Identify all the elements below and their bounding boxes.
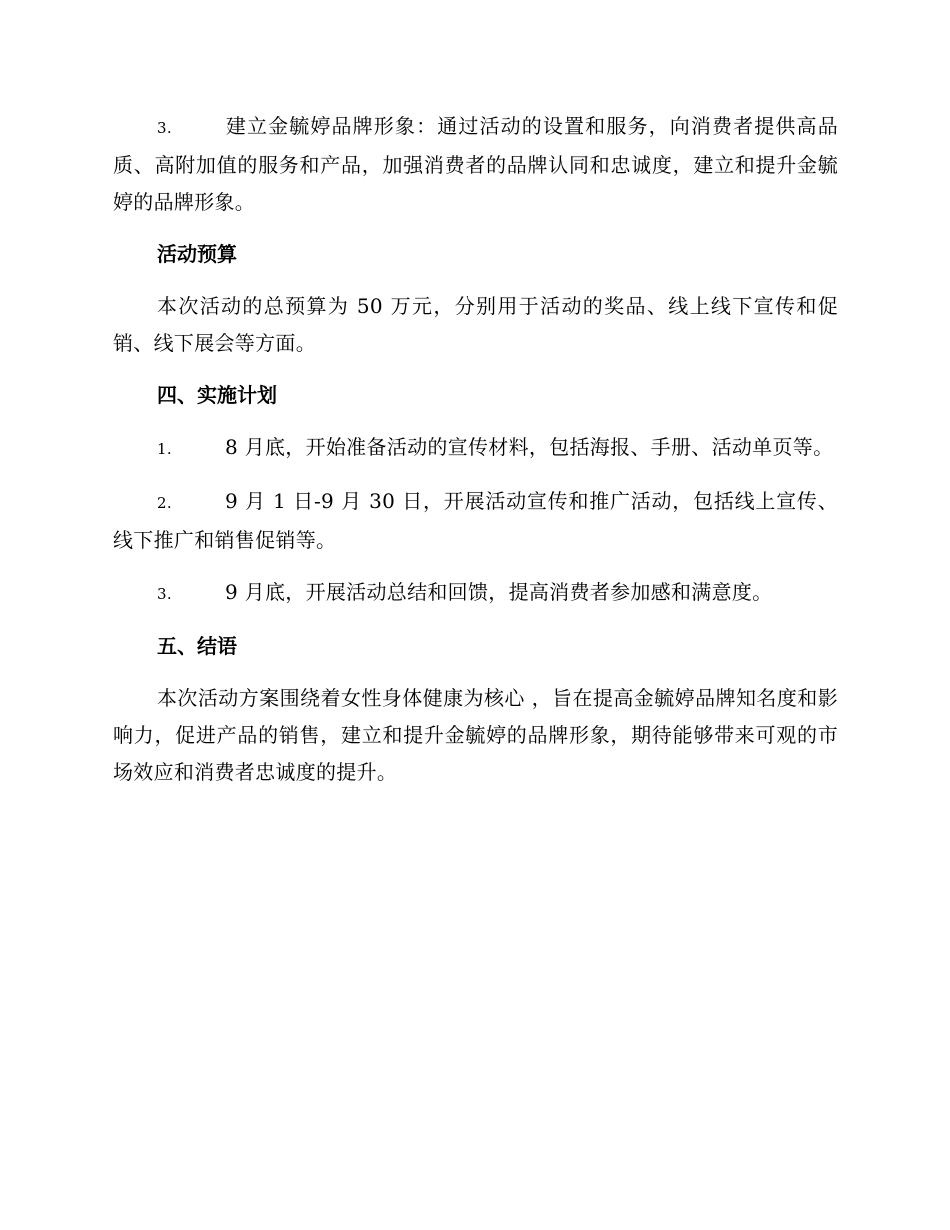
plan-item-3-text: 9 月底，开展活动总结和回馈，提高消费者参加感和满意度。 [225, 580, 773, 604]
plan-item-1-number: 1. [157, 440, 172, 458]
plan-item-2-text: 9 月 1 日-9 月 30 日，开展活动宣传和推广活动，包括线上宣传、线下推广和销售促销等。 [113, 489, 838, 552]
budget-paragraph: 本次活动的总预算为 50 万元，分别用于活动的奖品、线上线下宣传和促销、线下展会等方面。 [113, 294, 838, 355]
document-page [113, 108, 838, 806]
plan-item-2 [113, 483, 838, 559]
plan-item-3 [113, 574, 838, 613]
goal-item-3-number: 3. [157, 119, 172, 137]
plan-item-2-number: 2. [157, 494, 172, 512]
conclusion-paragraph: 本次活动方案围绕着女性身体健康为核心 ，旨在提高金毓婷品牌知名度和影响力，促进产品的销售，建立和提升金毓婷的品牌形象，期待能够带来可观的市场效应和消费者忠诚度的提升。 [113, 686, 838, 784]
goal-item-3 [113, 108, 838, 221]
plan-item-1 [113, 429, 838, 468]
budget-heading: 活动预算 [157, 242, 237, 266]
goal-item-3-text: 建立金毓婷品牌形象：通过活动的设置和服务，向消费者提供高品质、高附加值的服务和产品，加强消费者的品牌认同和忠诚度，建立和提升金毓婷的品牌形象。 [113, 114, 838, 214]
plan-item-3-number: 3. [157, 585, 172, 603]
plan-heading: 四、实施计划 [157, 383, 277, 407]
conclusion-heading: 五、结语 [157, 634, 237, 658]
plan-item-1-text: 8 月底，开始准备活动的宣传材料，包括海报、手册、活动单页等。 [225, 435, 834, 459]
